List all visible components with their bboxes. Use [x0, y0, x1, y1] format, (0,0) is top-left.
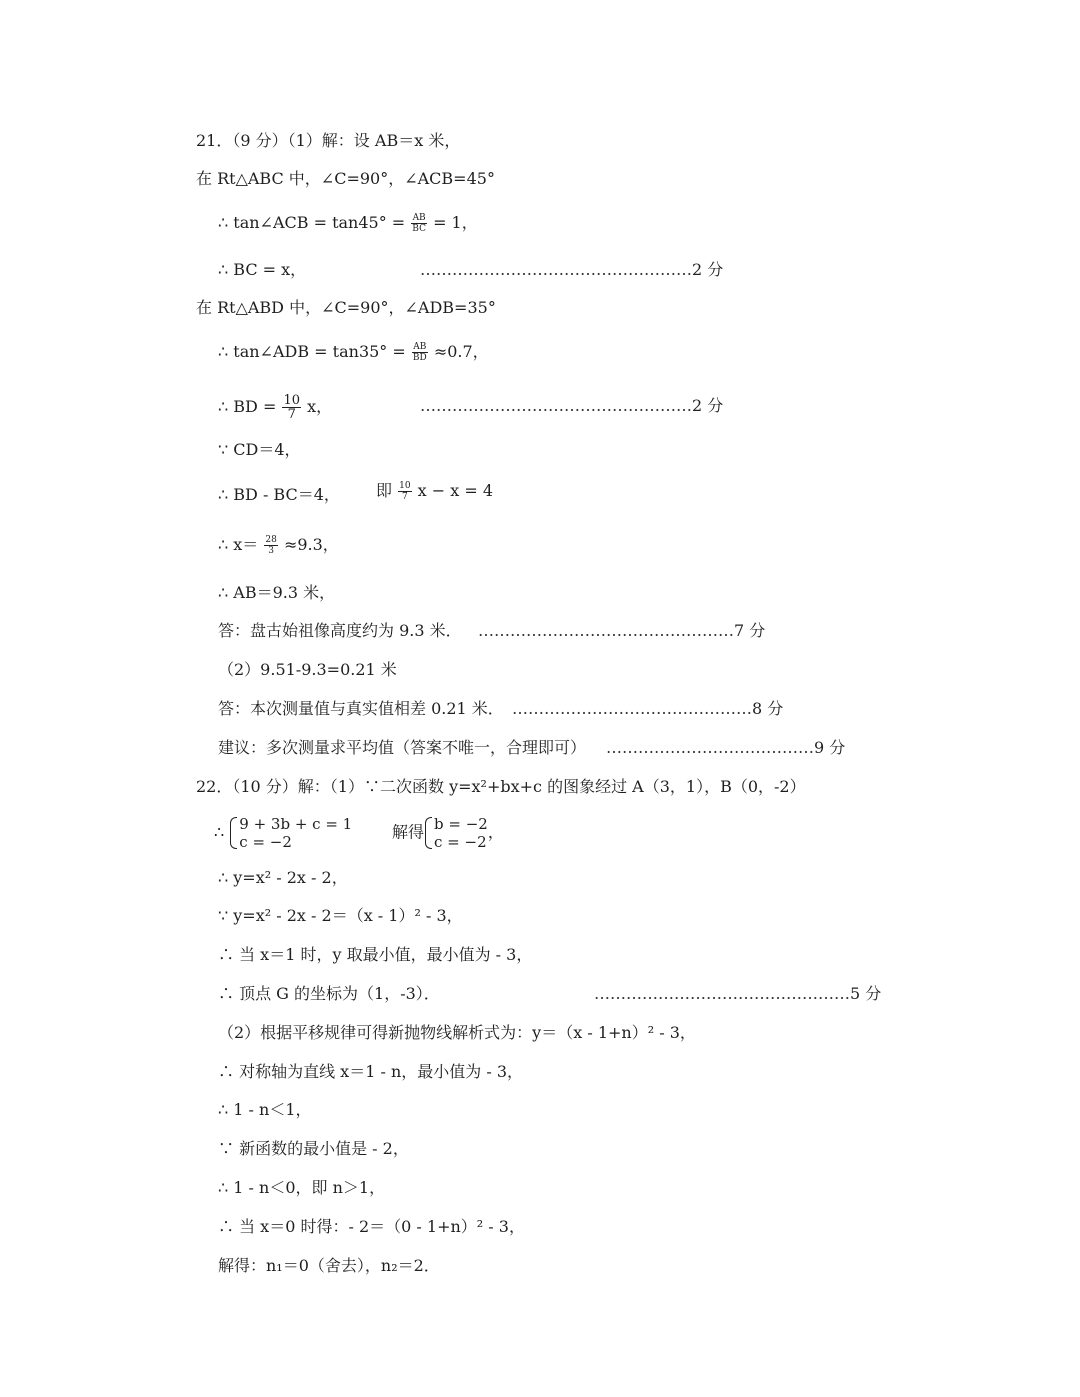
q22-eq-2: c = −2 [239, 833, 292, 851]
q22-sol-1: b = −2 [434, 815, 488, 833]
q21-frac-den: 7 [287, 407, 296, 422]
q21-line-triangle-abd: 在 Rt△ABD 中，∠C=90°，∠ADB=35° [196, 298, 496, 317]
q22-part-2: （2）根据平移规律可得新抛物线解析式为：y＝（x - 1+n）² - 3， [218, 1023, 696, 1042]
score-label: 2 分 [692, 396, 724, 415]
q21-line-tan-adb [218, 342, 489, 363]
q21-frac-den: 7 [401, 492, 408, 502]
q21-tan-adb-post: ≈0.7， [433, 342, 489, 361]
q22-line-solution [392, 815, 504, 851]
dotted-leader: ………………………………………… [478, 621, 734, 640]
q22-line-minimum: ∴ 当 x＝1 时，y 取最小值，最小值为 - 3， [218, 945, 533, 964]
q21-eq-pre: 即 [376, 481, 393, 500]
q21-line-suggestion: 建议：多次测量求平均值（答案不唯一，合理即可） [218, 738, 587, 757]
q21-line-bd-equals [218, 394, 332, 421]
q21-fraction-ab-bd [412, 342, 428, 363]
q21-header: 21．（9 分）（1）解：设 AB＝x 米， [196, 131, 461, 150]
dotted-leader: …………………………………………… [420, 396, 692, 415]
q21-line-triangle-abc: 在 Rt△ABC 中，∠C=90°，∠ACB=45° [196, 169, 495, 188]
q21-line-ab-value: ∴ AB＝9.3 米， [218, 583, 336, 602]
q21-fraction-ab-bc [411, 213, 427, 234]
q22-solution-system [424, 815, 488, 851]
q22-sol-post: ， [487, 822, 504, 842]
q22-line-vertex: ∴ 顶点 G 的坐标为（1，-3）． [218, 984, 440, 1003]
q22-solve-label: 解得 [392, 822, 425, 842]
score-label: 2 分 [692, 260, 724, 279]
q22-eq-1: 9 + 3b + c = 1 [239, 815, 353, 833]
q22-line-system [214, 815, 352, 851]
q21-line-tan-acb [218, 213, 478, 234]
q21-bd-pre: ∴ BD = [218, 397, 277, 416]
q22-score-line-1 [594, 984, 881, 1004]
score-label: 7 分 [734, 621, 766, 640]
q21-score-line-4 [512, 699, 783, 719]
dotted-leader: ……………………………………… [512, 699, 752, 718]
q21-score-line-1 [420, 260, 723, 280]
q22-line-axis: ∴ 对称轴为直线 x＝1 - n，最小值为 - 3， [218, 1062, 524, 1081]
q22-sol-2: c = −2 [434, 833, 487, 851]
q21-frac-den: BD [412, 353, 427, 363]
score-label: 9 分 [814, 738, 846, 757]
q22-line-result: 解得：n₁＝0（舍去），n₂＝2． [218, 1256, 440, 1275]
q21-tan-acb-post: = 1， [433, 213, 478, 232]
q21-frac-den: 3 [268, 546, 274, 556]
q22-header: 22．（10 分）解：（1）∵二次函数 y=x²+bx+c 的图象经过 A（3，1），B（0，-2） [196, 777, 806, 796]
q21-frac-num: 10 [283, 393, 300, 408]
q21-line-equation [376, 481, 493, 502]
q22-line-new-minimum: ∵ 新函数的最小值是 - 2， [218, 1139, 409, 1158]
q22-equation-system [229, 815, 352, 851]
q21-line-answer-1: 答：盘古始祖像高度约为 9.3 米． [218, 621, 462, 640]
q21-tan-acb-pre: ∴ tan∠ACB = tan45° = [218, 213, 406, 232]
q21-line-cd: ∵ CD＝4， [218, 440, 301, 459]
q22-therefore: ∴ [214, 822, 225, 842]
q21-score-line-5 [606, 738, 845, 758]
score-label: 5 分 [850, 984, 882, 1003]
score-label: 8 分 [752, 699, 784, 718]
q21-frac-num: AB [413, 342, 427, 352]
dotted-leader: ………………………………… [606, 738, 814, 757]
q21-line-answer-2: 答：本次测量值与真实值相差 0.21 米． [218, 699, 504, 718]
q21-line-bc-equals-x: ∴ BC = x， [218, 260, 307, 279]
dotted-leader: ………………………………………… [594, 984, 850, 1003]
q21-frac-num: 10 [399, 481, 411, 491]
q21-x-post: ≈9.3， [283, 535, 339, 554]
q22-line-function: ∴ y=x² - 2x - 2， [218, 868, 348, 887]
q21-fraction-10-7 [282, 394, 301, 421]
q21-x-pre: ∴ x＝ [218, 535, 259, 554]
q21-fraction-28-3 [264, 535, 277, 556]
q21-tan-adb-pre: ∴ tan∠ADB = tan35° = [218, 342, 406, 361]
q22-line-inequality-1: ∴ 1 - n＜1， [218, 1100, 312, 1119]
q21-frac-num: AB [412, 213, 426, 223]
q21-part-2: （2）9.51-9.3=0.21 米 [218, 660, 397, 679]
q21-frac-den: BC [412, 224, 426, 234]
q21-line-x-value [218, 535, 339, 556]
q21-line-bd-minus-bc: ∴ BD - BC＝4， [218, 485, 340, 504]
q21-fraction-10-7-b [398, 481, 411, 502]
q21-bd-post: x， [307, 397, 333, 416]
q22-line-inequality-2: ∴ 1 - n＜0，即 n＞1， [218, 1178, 386, 1197]
q22-line-substitute: ∴ 当 x＝0 时得：- 2＝（0 - 1+n）² - 3， [218, 1217, 525, 1236]
q21-eq-post: x − x = 4 [417, 481, 494, 500]
dotted-leader: …………………………………………… [420, 260, 692, 279]
q21-score-line-3 [478, 621, 765, 641]
q22-line-vertex-form: ∵ y=x² - 2x - 2＝（x - 1）² - 3， [218, 906, 463, 925]
q21-frac-num: 28 [265, 535, 277, 545]
q21-score-line-2 [420, 396, 723, 416]
